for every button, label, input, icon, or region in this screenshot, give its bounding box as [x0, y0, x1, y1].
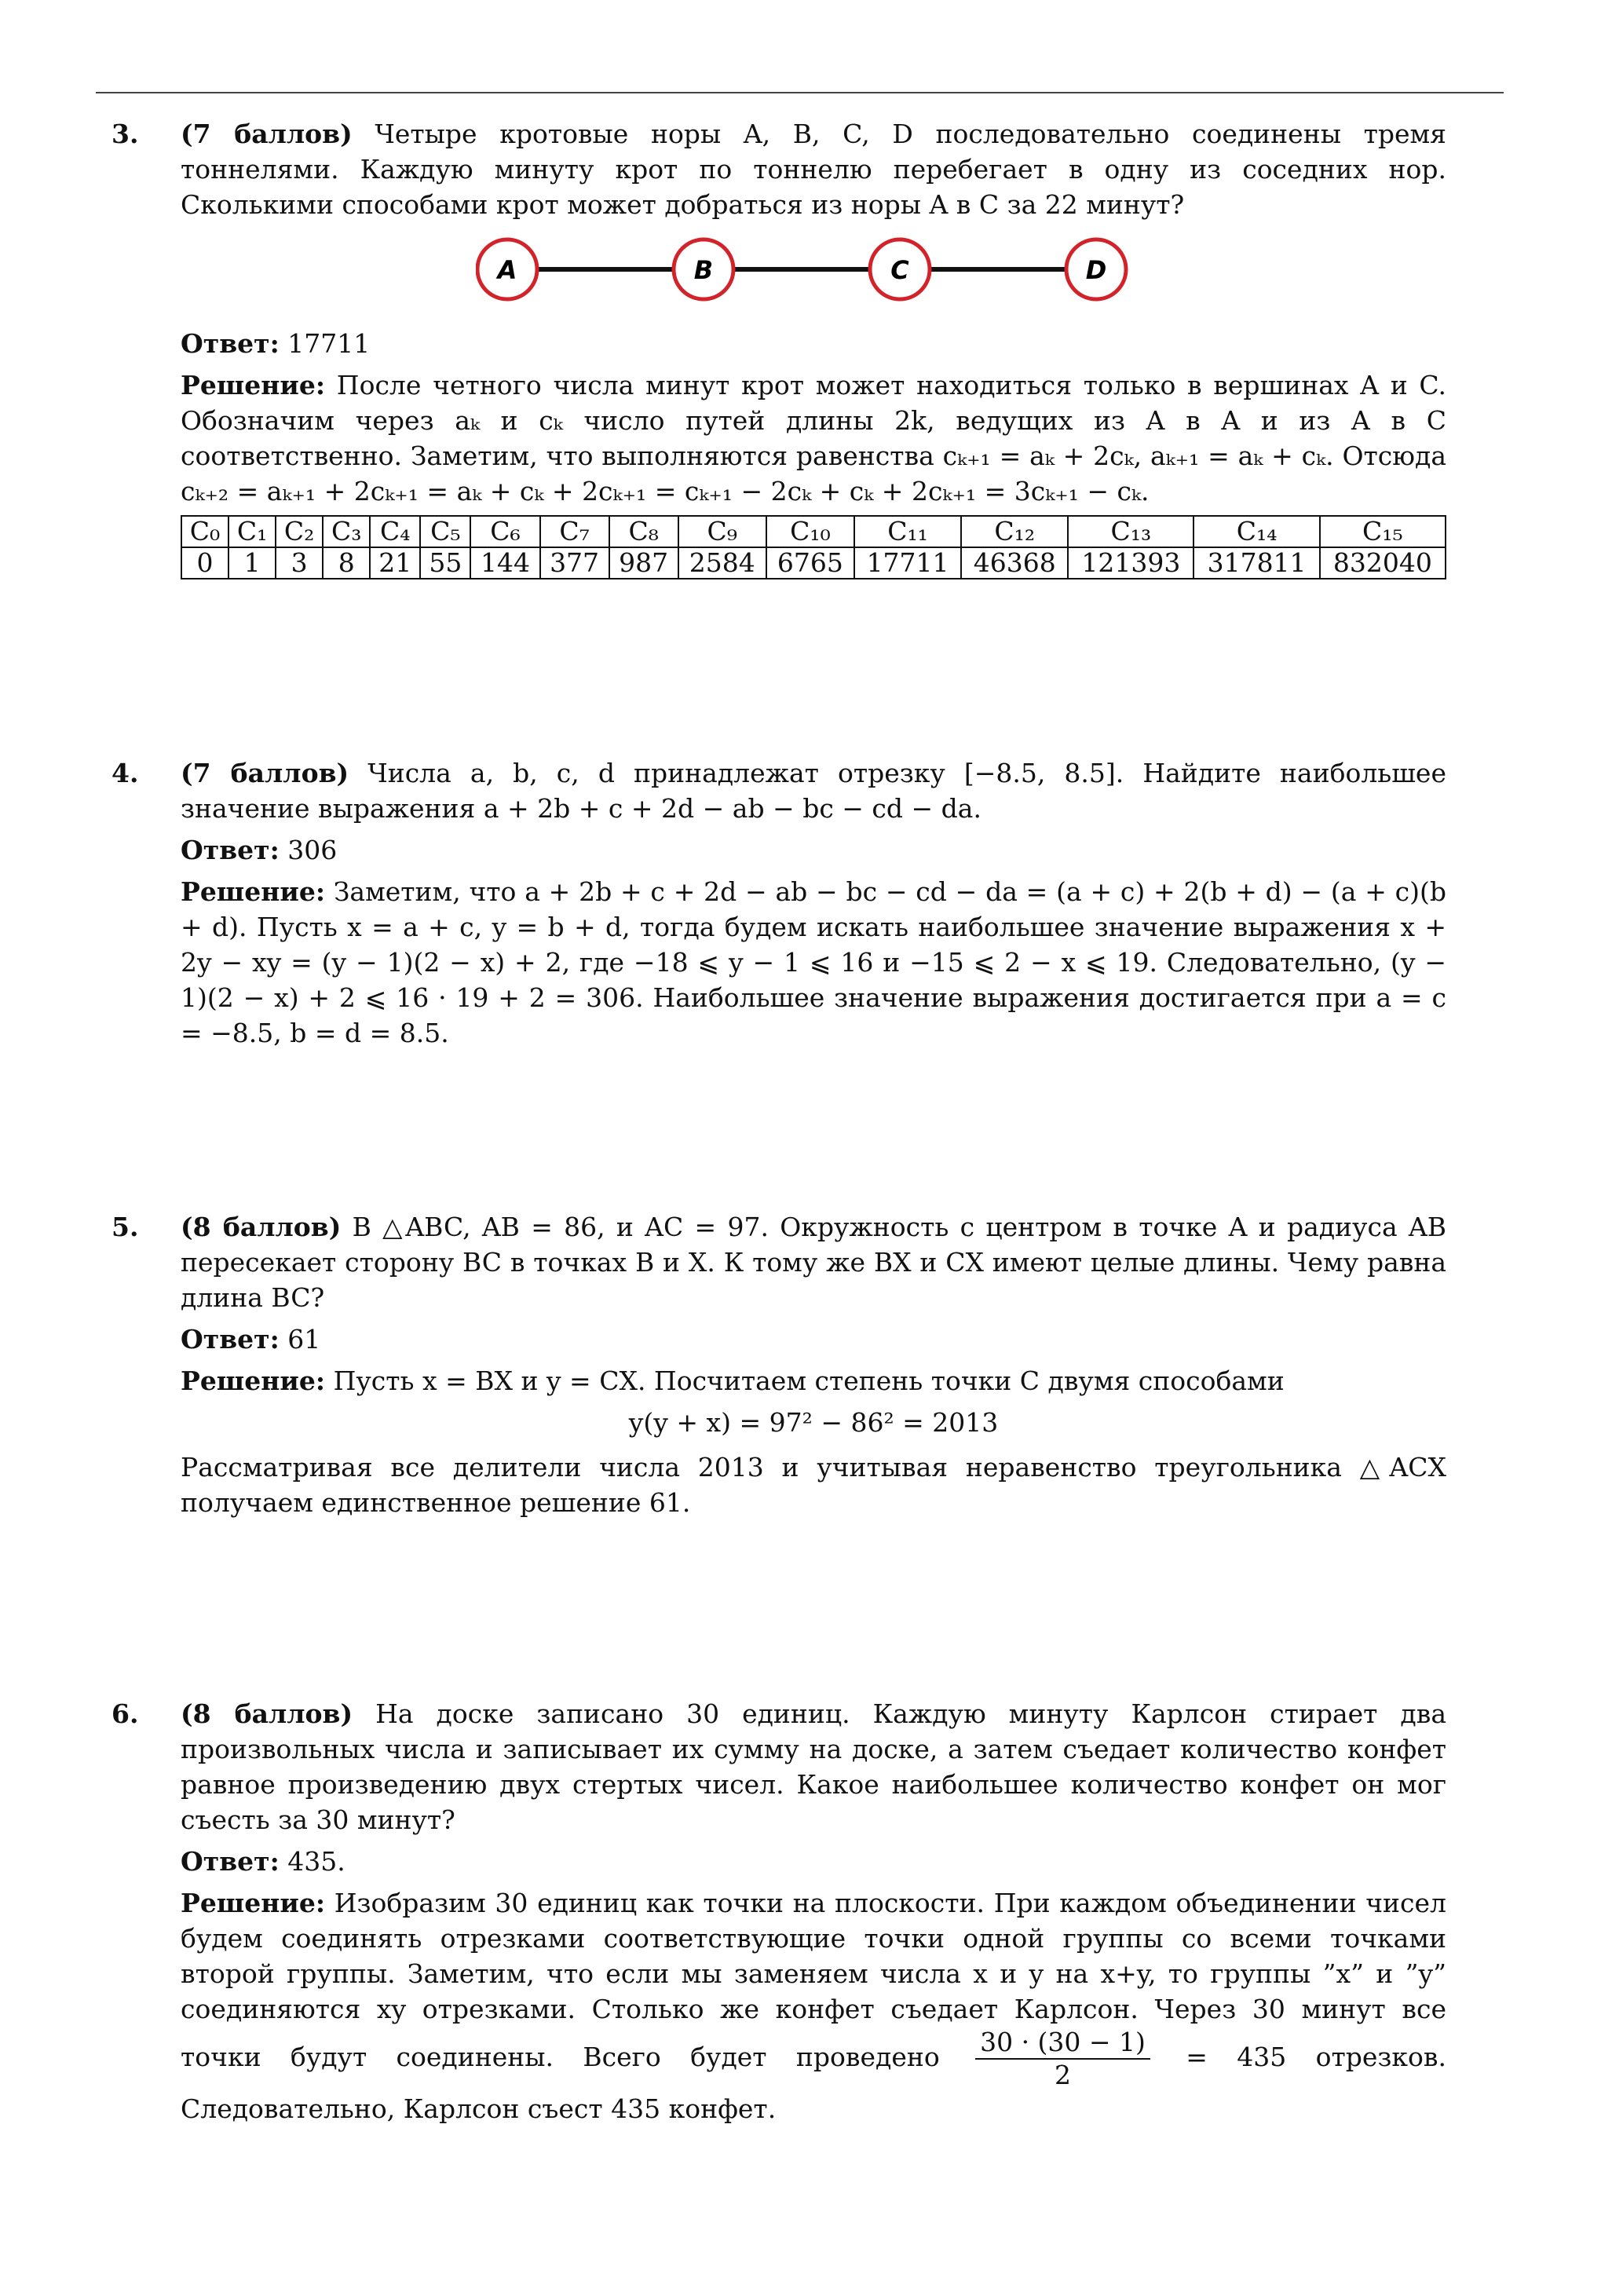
node-c	[870, 239, 930, 299]
node-label: C	[890, 255, 909, 285]
table-value-cell: 1	[228, 547, 276, 579]
problem-statement	[181, 1209, 1446, 1315]
problem-4	[111, 755, 1446, 1057]
problem-number: 3.	[111, 119, 139, 149]
node-label: D	[1085, 255, 1107, 285]
table-value-cell: 0	[181, 547, 228, 579]
table-header-cell: C₇	[540, 516, 609, 547]
solution	[181, 367, 1446, 509]
answer-label: Ответ:	[181, 1846, 280, 1877]
answer	[181, 1322, 1446, 1357]
burrow-diagram	[476, 230, 1151, 309]
answer-value: 306	[287, 835, 338, 865]
solution-end: = 435 отрезков. Следовательно, Карлсон съест 435 конфет.	[181, 2042, 1446, 2124]
problem-5	[111, 1209, 1446, 1526]
table-value-cell: 832040	[1320, 547, 1446, 579]
table-header-cell: C₉	[678, 516, 766, 547]
table-value-cell: 987	[609, 547, 678, 579]
table-header-cell: C₁₄	[1193, 516, 1319, 547]
answer-value: 435.	[287, 1846, 345, 1877]
table-header-cell: C₆	[470, 516, 539, 547]
solution-label: Решение:	[181, 876, 326, 907]
table-header-cell: C₄	[370, 516, 420, 547]
table-header-cell: C₁	[228, 516, 276, 547]
solution-text: Пусть x = BX и y = CX. Посчитаем степень точки C двумя способами	[333, 1366, 1285, 1396]
problem-statement	[181, 116, 1446, 222]
problem-6	[111, 1696, 1446, 2133]
statement-text: В △ABC, AB = 86, и AC = 97. Окружность с центром в точке A и радиуса AB пересекает сторону BC в точках B и X. К тому же BX и CX имеют целые длины. Чему равна длина BC?	[181, 1212, 1446, 1313]
solution	[181, 1363, 1446, 1398]
table-header-cell: C₀	[181, 516, 228, 547]
problem-statement	[181, 755, 1446, 826]
problem-3	[111, 116, 1446, 579]
table-header-cell: C₁₁	[854, 516, 961, 547]
table-value-cell: 17711	[854, 547, 961, 579]
table-header-cell: C₁₃	[1068, 516, 1193, 547]
table-value-cell: 3	[276, 547, 323, 579]
answer-label: Ответ:	[181, 328, 280, 359]
table-value-cell: 8	[323, 547, 370, 579]
points-label: (8 баллов)	[181, 1698, 353, 1729]
solution	[181, 874, 1446, 1051]
problem-number: 4.	[111, 758, 139, 788]
top-rule	[96, 92, 1504, 93]
table-value-cell: 317811	[1193, 547, 1319, 579]
fraction-denominator: 2	[1055, 2060, 1071, 2090]
answer-label: Ответ:	[181, 835, 280, 865]
node-d	[1066, 239, 1126, 299]
answer	[181, 832, 1446, 868]
table-header-cell: C₁₀	[766, 516, 854, 547]
table-header-row	[181, 516, 1446, 547]
sequence-table	[181, 515, 1446, 579]
statement-text: Четыре кротовые норы A, B, C, D последовательно соединены тремя тоннелями. Каждую минуту крот по тоннелю перебегает в одну из соседних нор. Сколькими способами крот может добраться из норы A в C за 22 минут?	[181, 119, 1446, 220]
table-value-cell: 121393	[1068, 547, 1193, 579]
solution-label: Решение:	[181, 370, 326, 400]
table-value-cell: 377	[540, 547, 609, 579]
table-header-cell: C₃	[323, 516, 370, 547]
node-label: A	[497, 255, 517, 285]
answer-value: 61	[287, 1324, 321, 1355]
points-label: (7 баллов)	[181, 758, 349, 788]
points-label: (8 баллов)	[181, 1212, 342, 1242]
problem-statement	[181, 1696, 1446, 1837]
fraction-numerator: 30 · (30 − 1)	[975, 2027, 1150, 2060]
node-a	[477, 239, 537, 299]
table-value-cell: 2584	[678, 547, 766, 579]
node-label: B	[693, 255, 714, 285]
node-b	[674, 239, 733, 299]
fraction	[975, 2027, 1150, 2091]
solution-text: После четного числа минут крот может находиться только в вершинах A и C. Обозначим через aₖ и cₖ число путей длины 2k, ведущих из A в A и из A в C соответственно. Заметим, что выполняются равенства cₖ₊₁ = aₖ + 2cₖ, aₖ₊₁ = aₖ + cₖ. Отсюда cₖ₊₂ = aₖ₊₁ + 2cₖ₊₁ = aₖ + cₖ + 2cₖ₊₁ = cₖ₊₁ − 2cₖ + cₖ + 2cₖ₊₁ = 3cₖ₊₁ − cₖ.	[181, 370, 1446, 506]
table-header-cell: C₁₂	[961, 516, 1068, 547]
table-header-cell: C₁₅	[1320, 516, 1446, 547]
table-header-cell: C₈	[609, 516, 678, 547]
equation: y(y + x) = 97² − 86² = 2013	[628, 1407, 999, 1438]
solution	[181, 1885, 1446, 2126]
table-value-cell: 6765	[766, 547, 854, 579]
table-value-cell: 46368	[961, 547, 1068, 579]
answer	[181, 326, 1446, 361]
table-value-row	[181, 547, 1446, 579]
solution-continued: Рассматривая все делители числа 2013 и учитывая неравенство треугольника △ACX получаем единственное решение 61.	[181, 1452, 1446, 1518]
table-value-cell: 144	[470, 547, 539, 579]
statement-text: Числа a, b, c, d принадлежат отрезку [−8.5, 8.5]. Найдите наибольшее значение выражения a + 2b + c + 2d − ab − bc − cd − da.	[181, 758, 1446, 824]
answer-value: 17711	[287, 328, 371, 359]
problem-number: 6.	[111, 1698, 139, 1729]
answer	[181, 1844, 1446, 1879]
table-value-cell: 55	[420, 547, 470, 579]
solution-label: Решение:	[181, 1366, 326, 1396]
table-value-cell: 21	[370, 547, 420, 579]
solution-text: Заметим, что a + 2b + c + 2d − ab − bc − cd − da = (a + c) + 2(b + d) − (a + c)(b + d). Пусть x = a + c, y = b + d, тогда будем искать наибольшее значение выражения x + 2y − xy = (y − 1)(2 − x) + 2, где −18 ⩽ y − 1 ⩽ 16 и −15 ⩽ 2 − x ⩽ 19. Следовательно, (y − 1)(2 − x) + 2 ⩽ 16 · 19 + 2 = 306. Наибольшее значение выражения достигается при a = c = −8.5, b = d = 8.5.	[181, 876, 1446, 1048]
answer-label: Ответ:	[181, 1324, 280, 1355]
solution-text: Изобразим 30 единиц как точки на плоскости. При каждом объединении чисел будем соединять отрезками соответствующие точки одной группы со всеми точками второй группы. Заметим, что если мы заменяем числа x и y на x+y, то группы ”x” и ”y” соединяются xy отрезками. Столько же конфет съедает Карлсон. Через 30 минут все точки будут соединены. Всего будет проведено	[181, 1888, 1446, 2072]
problem-number: 5.	[111, 1212, 139, 1242]
statement-text: На доске записано 30 единиц. Каждую минуту Карлсон стирает два произвольных числа и записывает их сумму на доске, а затем съедает количество конфет равное произведению двух стертых чисел. Какое наибольшее количество конфет он мог съесть за 30 минут?	[181, 1698, 1447, 1835]
solution-label: Решение:	[181, 1888, 326, 1918]
table-header-cell: C₅	[420, 516, 470, 547]
points-label: (7 баллов)	[181, 119, 353, 149]
table-header-cell: C₂	[276, 516, 323, 547]
